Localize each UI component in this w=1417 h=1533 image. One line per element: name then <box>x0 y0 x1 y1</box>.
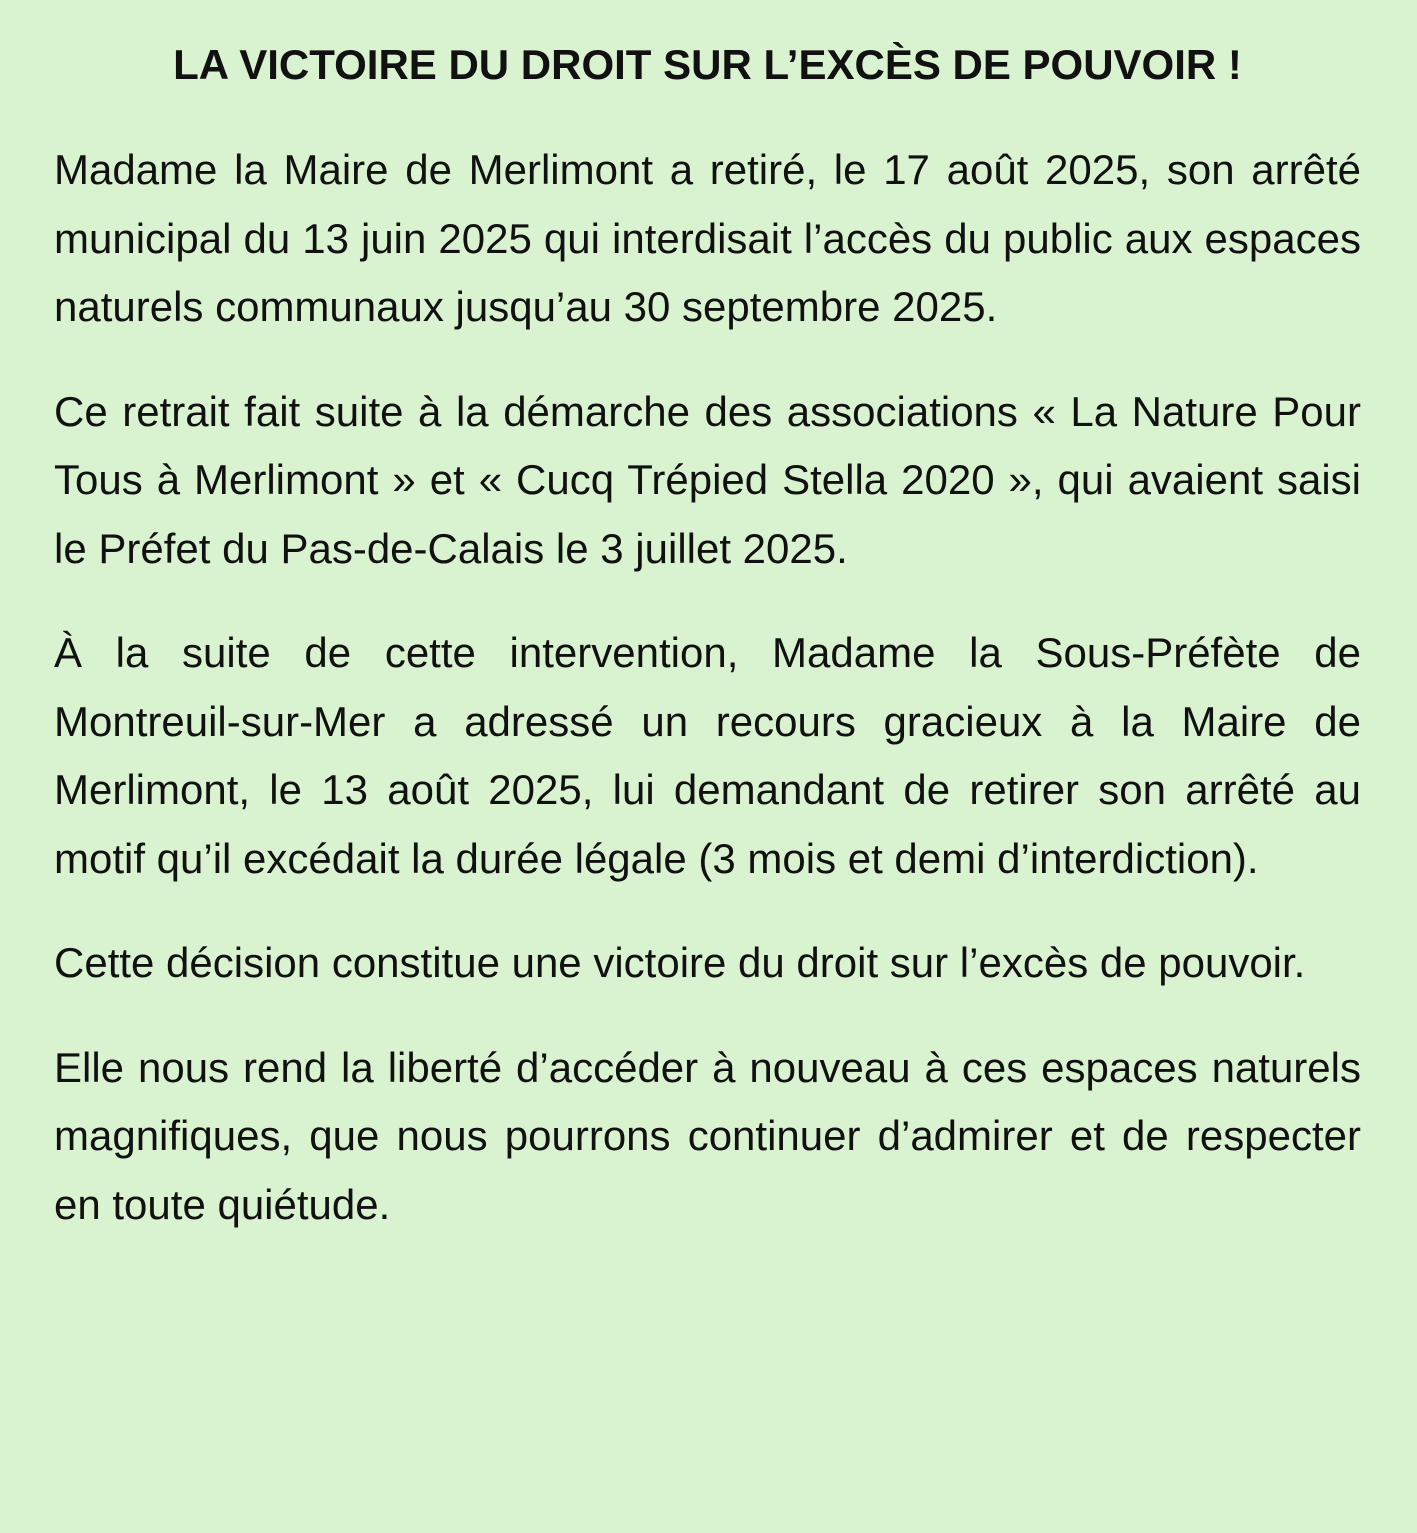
paragraph-victoire-droit: Cette décision constitue une victoire du droit sur l’excès de pouvoir. <box>54 939 1306 986</box>
paragraph-demarche-associations: Ce retrait fait suite à la démarche des associations « La Nature Pour Tous à Merlimont » et « Cucq Trépied Stella 2020 », qui avaient saisi le Préfet du Pas-de-Calais le 3 juillet 2025. <box>54 387 1361 572</box>
paragraph-liberte-acces: Elle nous rend la liberté d’accéder à nouveau à ces espaces naturels magnifiques, que nous pourrons continuer d’admirer et de respecter en toute quiétude. <box>54 1043 1361 1228</box>
document-title: LA VICTOIRE DU DROIT SUR L’EXCÈS DE POUVOIR ! <box>173 41 1242 88</box>
paragraph-retrait-arrete: Madame la Maire de Merlimont a retiré, le 17 août 2025, son arrêté municipal du 13 juin 2025 qui interdisait l’accès du public aux espaces naturels communaux jusqu’au 30 septembre 2025. <box>54 146 1361 330</box>
paragraph-recours-gracieux: À la suite de cette intervention, Madame la Sous-Préfète de Montreuil-sur-Mer a adressé un recours gracieux à la Maire de Merlimont, le 13 août 2025, lui demandant de retirer son arrêté au motif qu’il excédait la durée légale (3 mois et demi d’interdiction). <box>54 629 1361 882</box>
